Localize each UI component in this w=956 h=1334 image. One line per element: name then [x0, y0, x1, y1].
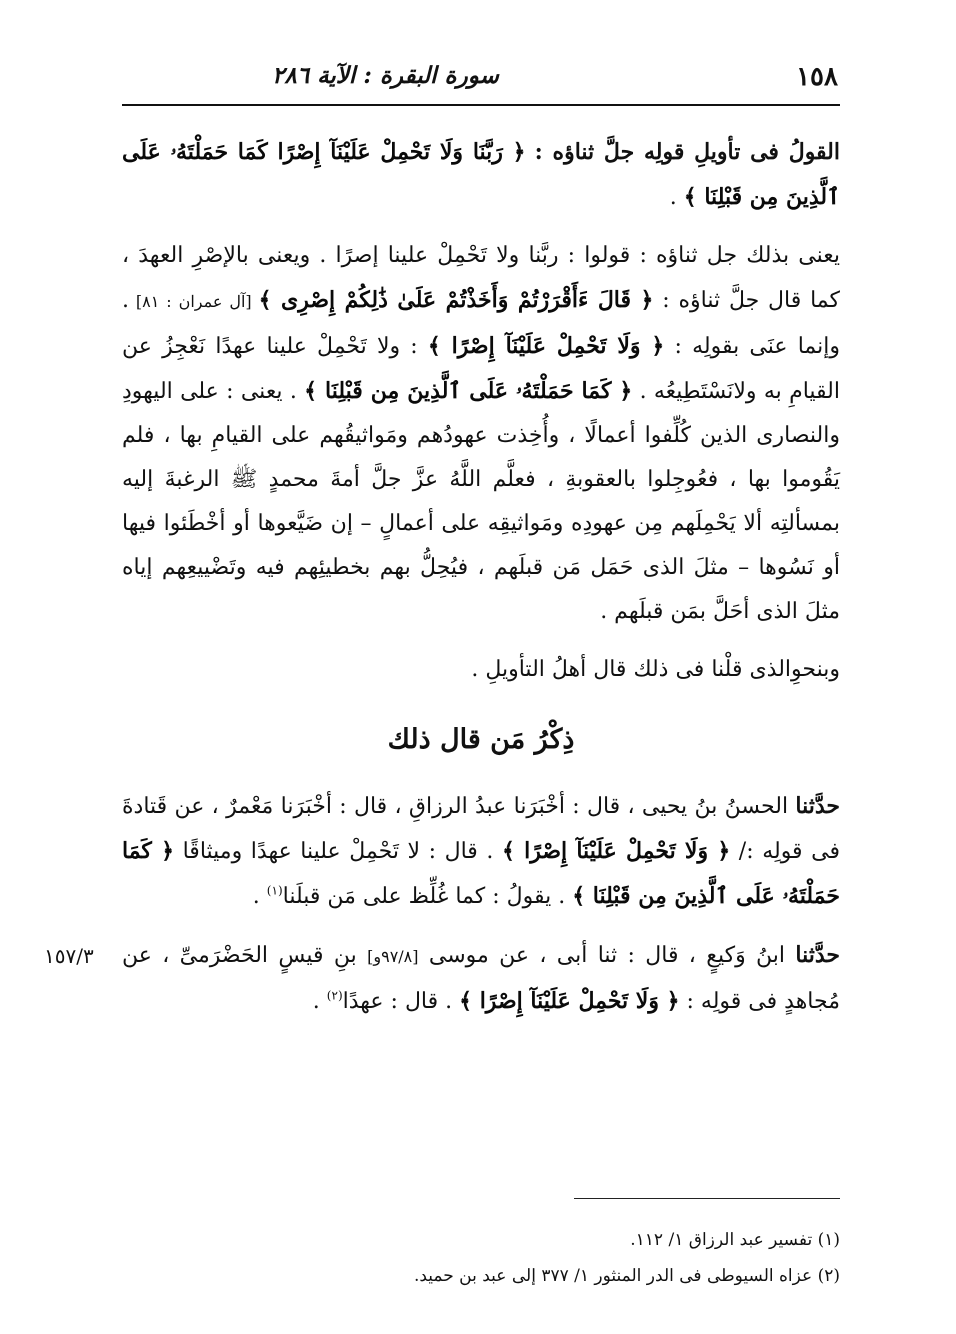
page-number: ١٥٨ [796, 62, 838, 92]
paragraph-lead: القولُ فى تأويلِ قولِه جلَّ ثناؤه : [534, 139, 840, 165]
footnotes [122, 1222, 840, 1294]
page-body [122, 130, 840, 1024]
manuscript-reference: [٩٧/٨و] [367, 947, 419, 966]
paragraph-text: ابنُ وَكيعٍ ، قال : ثنا أبى ، عن موسى [418, 943, 796, 968]
report-lead: حدَّثنا [795, 942, 840, 968]
paragraph-text: بنِ قيسٍ الحَضْرَمىِّ ، عن مُجاهدٍ فى قولِه : [122, 943, 840, 1014]
footnote-1: (١) تفسير عبد الرزاق ١/ ١١٢. [630, 1230, 840, 1250]
spacer [122, 220, 840, 234]
margin-volume-marker: ١٥٧/٣ [44, 944, 94, 968]
quran-verse: ﴿ كَمَا حَمَلْتَهُۥ عَلَى ٱلَّذِينَ مِن قَبْلِنَا ﴾ [122, 838, 840, 909]
paragraph-text: : ولا تَحْمِلْ علينا عهدًا نَعْجِزُ عن القيامِ به ولانَسْتَطِيعُه . [122, 334, 840, 404]
quran-verse: ﴿ وَلَا تَحْمِلْ عَلَيْنَآ إِصْرًا ﴾ [501, 838, 731, 864]
footnote-marker: (٢) [326, 988, 343, 1003]
header-rule [122, 104, 840, 106]
section-heading: ذِكْرُ مَن قال ذلك [387, 724, 575, 755]
spacer [122, 919, 840, 933]
paragraph-text: يعنى بذلك جل ثناؤه : قولوا : ربَّنا ولا تَحْمِلْ علينا إصرًا . ويعنى بالإصْرِ العهدَ ، كما قال جلَّ ثناؤه : [122, 243, 840, 313]
paragraph-text: . وإنما عنَى بقولِه : [122, 288, 840, 359]
verse-reference: [آل عمران : ٨١] [129, 292, 259, 311]
paragraph-text: . يعنى : على اليهودِ والنصارى الذين كُلِّفوا أعمالًا ، وأُخِذت عهودُهم ومَواثيقُهم على القيامِ بها ، فلم يَقُوموا بها ، فعُوجِلوا بالعقوبةِ ، فعلَّم اللَّهُ عزَّ جلَّ أمةَ محمدٍ ﷺ الرغبةَ إليه بمسألتِه ألا يَحْمِلَهم مِن عهودِه ومَواثيقِه على أعمالٍ – إن ضَيَّعوها أو أخْطَئوا فيها أو نَسُوها – مثلَ الذى حَمَل مَن قبلَهم ، فيُحِلُّ بهم بخطيئِهم فيه وتَضْييعِهم إياه مثلَ الذى أحَلَّ بمَن قبلَهم . [122, 379, 840, 624]
quran-verse: ﴿ وَلَا تَحْمِلْ عَلَيْنَآ إِصْرًا ﴾ [459, 988, 680, 1014]
quran-verse: ﴿ وَلَا تَحْمِلْ عَلَيْنَآ إِصْرًا ﴾ [427, 333, 665, 359]
quran-verse: ﴿ كَمَا حَمَلْتَهُۥ عَلَى ٱلَّذِينَ مِن قَبْلِنَا ﴾ [304, 378, 633, 404]
paragraph-text: الحسنُ بنُ يحيى ، قال : أخْبَرَنا عبدُ الرزاقِ ، قال : أخْبَرَنا مَعْمرٌ ، عن قَتادةَ فى قولِه :/ [122, 794, 841, 864]
paragraph-text: . [669, 185, 684, 210]
paragraph-text: . [312, 989, 327, 1014]
page-header [122, 58, 838, 98]
report-lead: حدَّثنا [795, 793, 840, 819]
footnote-marker: (١) [266, 883, 283, 898]
spacer [122, 634, 840, 648]
paragraph-commentary [122, 234, 840, 634]
quran-verse: ﴿ رَبَّنَا وَلَا تَحْمِلْ عَلَيْنَآ إِصْرًا كَمَا حَمَلْتَهُۥ عَلَى ٱلَّذِينَ مِن قَبْلِنَا ﴾ [122, 139, 840, 210]
quran-verse: ﴿ قَالَ ءَأَقْرَرْتُمْ وَأَخَذْتُمْ عَلَىٰ ذَٰلِكُمْ إِصْرِى ﴾ [258, 287, 654, 313]
footnote-rule [574, 1198, 840, 1199]
paragraph-text: . يقولُ : كما غُلِّظ على مَن قبلَنا [282, 884, 573, 909]
paragraph-text: . قال : عهدًا [342, 989, 460, 1014]
paragraph-text: . قال : لا تَحْمِلْ علينا عهدًا وميثاقًا [174, 839, 502, 864]
paragraph-verse-heading [122, 130, 840, 220]
paragraph-summary: وبنحوِالذى قلْنا فى ذلك قال أهلُ التأويلِ . [471, 657, 840, 682]
running-title: سورة البقرة : الآية ٢٨٦ [272, 62, 499, 89]
hadith-report-1 [122, 784, 840, 919]
paragraph-text: . [252, 884, 267, 909]
hadith-report-2 [122, 933, 840, 1024]
footnote-2: (٢) عزاه السيوطى فى الدر المنثور ١/ ٣٧٧ إلى عبد بن حميد. [413, 1266, 840, 1286]
